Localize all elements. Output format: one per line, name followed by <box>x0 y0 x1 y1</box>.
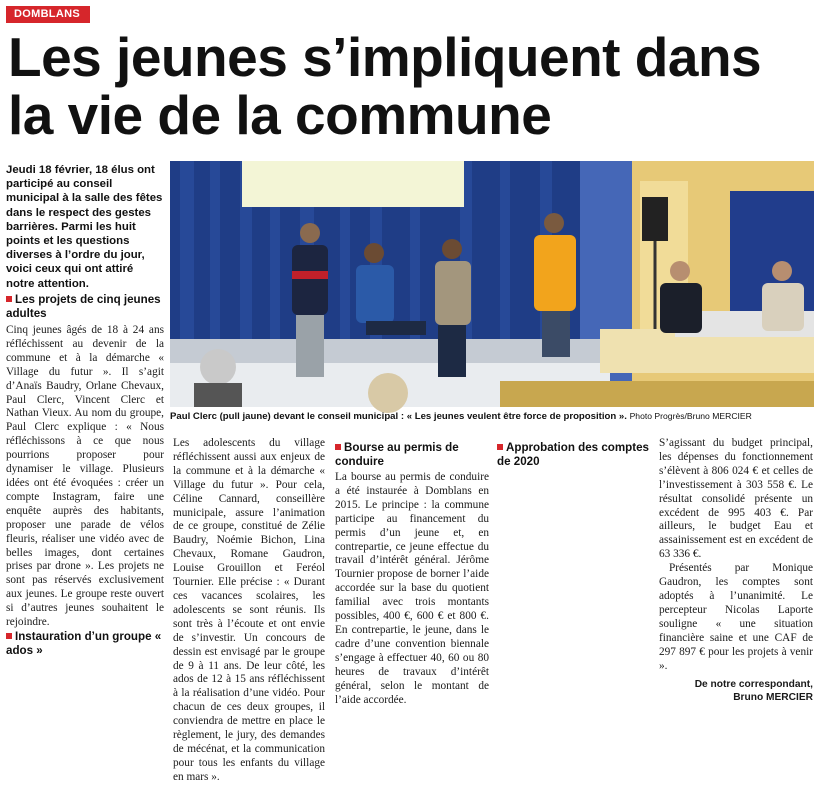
paragraph-groupe-ados: Les adolescents du village réfléchissent aussi aux enjeux de la commune et à la démarche « Village du futur ». Pour cela, Céline Cannard, conseillère municipale, assure l’animation de ce groupe, constitué de Zélie Baudry, Noémie Bichon, Lina Chevaux, Romane Gaudron, Louise Grouillon et Feréol Tournier. Elle précise : « Durant ces vacances scolaires, les adolescents se sont réunis. Ils sont très à l’écoute et ont envie de s’investir. Un concours de dessin est envisagé par le groupe de 9 à 11 ans. De leur côté, les ados de 12 à 15 ans réfléchissent à la réalisation d’une vidéo. Pour chacun de ces deux groupes, il conviendra de mettre en place le règlement, le jury, des demandes de mécénat, et la communication pour tous les enfants du village en mars ». <box>173 437 325 783</box>
column-2 <box>173 437 325 785</box>
paragraph-bourse-permis: La bourse au permis de conduire a été instaurée à Domblans en 2015. Le principe : la commune participe au financement du permis d’un jeune et, en contrepartie, ce jeune effectue du travail d’intérêt général. Jérôme Tournier propose de borner l’aide accordée sur la base du quotient familial avec trois montants possibles, 400 €, 600 € et 800 €. En contrepartie, le jeune, dans le cadre d’une convention biennale s’engage à effectuer 40, 60 ou 80 heures de travaux d’intérêt général, selon le montant de l’aide accordée. <box>335 471 489 706</box>
subhead-bourse-permis: Bourse au permis de conduire <box>335 441 459 468</box>
subhead-comptes-2020: Approbation des comptes de 2020 <box>497 441 650 468</box>
caption-quote: « Les jeunes veulent être force de proposition ». <box>406 411 627 422</box>
column-4 <box>497 437 649 471</box>
section-kicker: DOMBLANS <box>6 6 90 23</box>
red-square-icon <box>6 633 12 639</box>
caption-name: Paul Clerc (pull jaune) devant le conseil municipal : <box>170 411 405 422</box>
subhead-groupe-ados: Instauration d’un groupe « ados » <box>6 630 162 657</box>
council-meeting-photo <box>170 161 814 407</box>
photo-caption <box>170 410 814 423</box>
article-headline: Les jeunes s’impliquent dans la vie de la commune <box>8 26 762 146</box>
article-signature <box>659 679 813 704</box>
column-3 <box>335 437 489 707</box>
subhead-jeunes-adultes: Les projets de cinq jeunes adultes <box>6 293 161 320</box>
article-lead: Jeudi 18 février, 18 élus ont participé au conseil municipal à la salle des fêtes dans le respect des gestes barrières. Parmi les huit points et les questions diverses à l’ordre du jour, voici ceux qui ont attiré notre attention. <box>6 164 163 290</box>
column-5 <box>659 437 813 704</box>
red-square-icon <box>335 444 341 450</box>
paragraph-comptes-2020: S’agissant du budget principal, les dépenses du fonctionnement s’élèvent à 806 024 € et celles de l’investissement à 303 558 €. Le résultat consolidé présente un excédent de 995 403 €. Par ailleurs, le budget Eau et assainissement est en excédent de 63 336 €. <box>659 437 813 561</box>
article-photo <box>170 161 814 407</box>
paragraph-comptes-adoption: Présentés par Monique Gaudron, les comptes sont adoptés à l’unanimité. Le percepteur Nicolas Laporte souligne « une situation financière saine et une CAF de 297 897 € pour les projets à venir ». <box>659 562 813 672</box>
photo-credit: Photo Progrès/Bruno MERCIER <box>629 411 752 421</box>
red-square-icon <box>6 296 12 302</box>
paragraph-jeunes-adultes: Cinq jeunes âgés de 18 à 24 ans réfléchissent au devenir de la commune et à la démarche « Village du futur ». Il s’agit d’Anaïs Baudry, Orlane Chevaux, Paul Clerc, Vincent Clerc et Nathan Vieux. Au nom du groupe, Paul Clerc explique : « Nous réfléchissons à ce que nous pourrions proposer pour dynamiser le village. Plusieurs idées ont été évoquées : créer un compte Instagram, faire une enquête auprès des habitants, proposer une parade de vélos fleuris, réaliser une vidéo avec de belles images, dont certaines prises par drone ». Les projets ne sont pas réservés exclusivement aux jeunes. Le groupe reste ouvert si d’autres jeunes souhaitent le rejoindre. <box>6 324 164 629</box>
signature-role: De notre correspondant, <box>694 679 813 691</box>
red-square-icon <box>497 444 503 450</box>
signature-author: Bruno MERCIER <box>733 691 813 703</box>
column-1 <box>6 293 164 657</box>
